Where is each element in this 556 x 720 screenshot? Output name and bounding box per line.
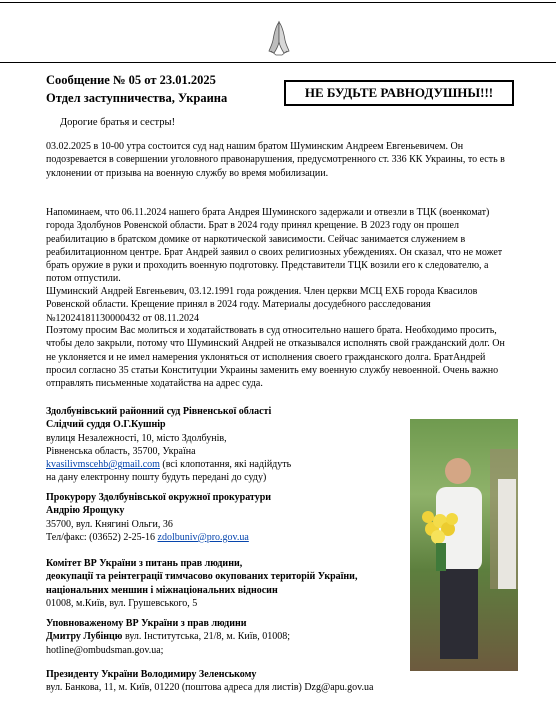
prosecutor-phone: Тел/факс: (03652) 2-25-16 [46, 531, 158, 543]
header-rule [0, 62, 556, 63]
department-title: Отдел заступничества, Украина [46, 91, 228, 105]
paragraph-request: Поэтому просим Вас молиться и ходатайствовать в суд относительно нашего брата. Необходимо просить, чтобы дело закрыли, потому что Шуминский Андрей не отказывался исполнять свой гражданский долг. Он не уклоняется и не имел намерения уклоняться от исполнения своего гражданского долга. БратАндрей просил согласно 35 статьи Конституции Украины заменить ему военную службу невоенной. Очень важно отправлять письменные ходатайства на адрес суда. [46, 325, 505, 390]
committee-title-1: Комітет ВР України з питань прав людини, [46, 558, 243, 569]
paragraph-court-date: 03.02.2025 в 10-00 утра состоится суд над нашим братом Шуминским Андреем Евгеньевичем. Он подозревается в совершении уголовного правонарушения, предусмотренного ст. 336 КК Украины, то есть в уклонении от призыва на военную службу во время мобилизации. [46, 141, 505, 179]
president-address: вул. Банкова, 11, м. Київ, 01220 (поштова адреса для листів) Dzg@apu.gov.ua [46, 682, 374, 694]
message-number: Сообщение № 05 от 23.01.2025 [46, 73, 216, 87]
top-rule [0, 2, 556, 3]
president-title: Президенту України Володимиру Зеленському [46, 669, 257, 680]
court-email-link[interactable]: kvasilivmscehb@gmail.com [46, 459, 160, 471]
appeal-banner: НЕ БУДЬТЕ РАВНОДУШНЫ!!! [284, 80, 514, 106]
address-committee [46, 557, 357, 610]
greeting: Дорогие братья и сестры! [60, 117, 176, 128]
address-president [46, 668, 373, 695]
court-title: Здолбунівський районний суд Рівненської області [46, 406, 272, 417]
committee-title-3: національних меншин і міжнаціональних відносин [46, 584, 278, 596]
prosecutor-title: Прокурору Здолбунівської окружної прокуратури [46, 492, 272, 503]
ombudsman-name: Дмитру Лубінцю [46, 631, 123, 643]
paragraph-detention: Напоминаем, что 06.11.2024 нашего брата Андрея Шуминского задержали и отвезли в ТЦК (военкомат) города Здолбунов Ровенской области. Брат в 2024 году принял крещение. В 2023 году он прошел реабилитацию в братском домике от наркотической зависимости. Сейчас занимается служением в реабилитационном центре. Брат Андрей заявил о своих религиозных убеждениях. Он сказал, что не может брать оружие в руки и проходить военную подготовку. Представители ТЦК возили его к следователю, а потом отпустили. [46, 207, 503, 285]
address-court [46, 405, 291, 485]
ombudsman-title: Уповноваженому ВР України з прав людини [46, 618, 247, 629]
court-judge: Слідчий суддя О.Г.Кушнір [46, 419, 166, 431]
court-street: вулиця Незалежності, 10, місто Здолбунів, [46, 432, 227, 444]
committee-address: 01008, м.Київ, вул. Грушевського, 5 [46, 597, 198, 609]
address-prosecutor [46, 491, 271, 544]
person-photo [410, 419, 518, 671]
committee-title-2: деокупації та реінтеграції тимчасово окупованих територій України, [46, 571, 358, 583]
court-region: Рівненська область, 35700, Україна [46, 445, 196, 457]
prosecutor-street: 35700, вул. Княгині Ольги, 36 [46, 518, 173, 530]
prosecutor-email-link[interactable]: zdolbuniv@pro.gov.ua [157, 531, 249, 543]
ombudsman-email: hotline@ombudsman.gov.ua; [46, 644, 164, 656]
paragraph-personal-info: Шуминский Андрей Евгеньевич, 03.12.1991 года рождения. Член церкви МСЦ ЕХБ города Квасилов Ровенской области. Крещение принял в 2024 году. Материалы досудебного расследования №12024181130000432 от 08.11.2024 [46, 286, 478, 324]
person-photo-illustration [410, 419, 518, 671]
court-email-note-2: на дану електронну пошту будуть передані до суду) [46, 472, 267, 484]
address-ombudsman [46, 617, 290, 657]
prosecutor-name: Андрію Ярощуку [46, 505, 125, 517]
praying-hands-icon [268, 20, 290, 56]
ombudsman-address: вул. Інститутська, 21/8, м. Київ, 01008; [122, 631, 290, 643]
court-email-note: (всі клопотання, які надійдуть [159, 459, 292, 471]
